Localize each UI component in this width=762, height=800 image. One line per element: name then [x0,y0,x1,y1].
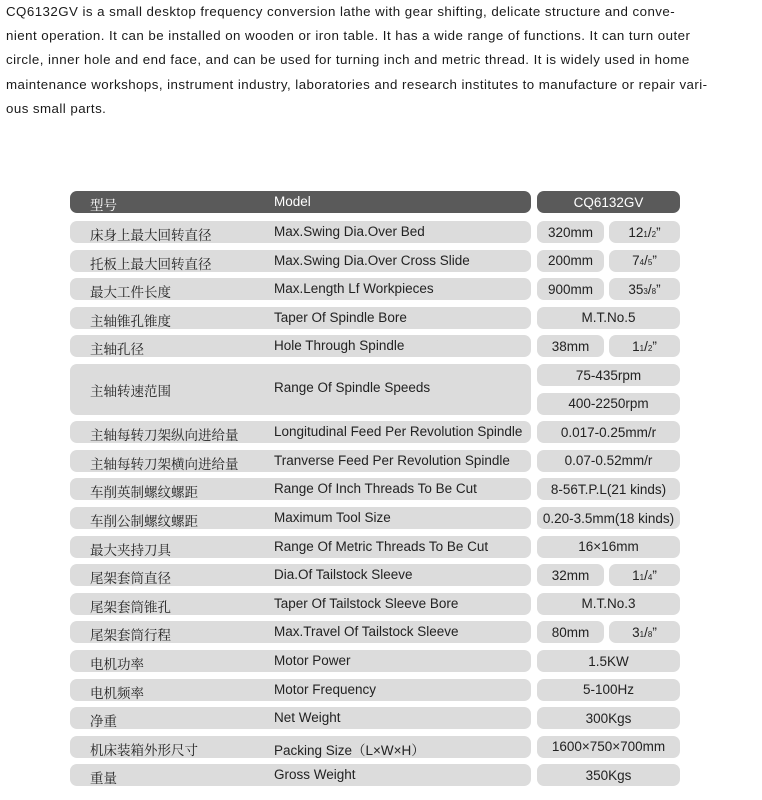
spec-row [0,478,762,500]
spec-row [0,593,762,615]
spec-cn-label: 主轴转速范围 [90,384,171,401]
inch-numerator: 1 [639,629,645,639]
spec-metric-value: 38mm [537,335,604,357]
spec-inch-value [609,335,680,357]
spec-row [0,736,762,758]
spec-row [0,764,762,786]
spec-value: M.T.No.3 [537,593,680,615]
spec-cn-label: 尾架套筒锥孔 [90,599,171,616]
spec-row [0,707,762,729]
inch-mark: ” [652,567,657,583]
spec-cn-label: 车削公制螺纹螺距 [90,514,198,530]
spec-row [0,307,762,329]
spec-value: 0.20-3.5mm(18 kinds) [537,507,680,529]
spec-en-label: Range Of Metric Threads To Be Cut [274,538,489,554]
spec-en-label: Net Weight [274,710,341,726]
header-en-label: Model [274,194,311,209]
inch-denominator: 8 [651,286,657,296]
spec-cn-label: 最大工件长度 [90,285,171,302]
fraction-slash: / [644,253,648,269]
spec-en-label: Taper Of Tailstock Sleeve Bore [274,595,459,611]
inch-numerator: 1 [639,572,645,582]
fraction-slash: / [647,224,652,240]
spec-row [0,278,762,300]
spec-value: 300Kgs [537,707,680,729]
spec-inch-value [609,621,680,643]
intro-line: maintenance workshops, instrument industry, laboratories and research institutes to manufacture or repair vari- [6,76,708,92]
inch-denominator: 4 [647,572,653,582]
inch-numerator: 4 [639,258,645,268]
intro-line: CQ6132GV is a small desktop frequency conversion lathe with gear shifting, delicate structure and conve- [6,4,676,19]
inch-numerator: 3 [643,286,648,296]
spec-cn-label: 主轴每转刀架横向进给量 [90,456,239,473]
inch-whole: 7 [632,253,640,269]
fraction-slash: / [644,567,648,583]
spec-metric-value: 32mm [537,564,604,586]
spec-row [0,507,762,529]
table-header-row [0,191,762,213]
spec-value: 1600×750×700mm [537,736,680,758]
spec-en-label: Range Of Spindle Speeds [274,380,431,396]
spec-cn-label: 主轴每转刀架纵向进给量 [90,428,239,445]
inch-numerator: 1 [639,343,645,353]
inch-fraction [628,282,660,297]
inch-denominator: 2 [647,343,653,353]
inch-mark: ” [656,224,661,240]
spec-cn-label: 重量 [90,771,117,788]
fraction-slash: / [647,281,652,297]
spec-metric-value: 900mm [537,278,604,300]
spec-value-secondary: 400-2250rpm [537,393,680,415]
spec-row [0,679,762,701]
spec-en-label: Max.Swing Dia.Over Cross Slide [274,252,470,268]
spec-en-label: Motor Power [274,653,351,668]
spec-en-label: Longitudinal Feed Per Revolution Spindle [274,424,523,440]
spec-row [0,450,762,472]
spec-value: 350Kgs [537,764,680,786]
inch-fraction [632,568,657,583]
header-cn-label: 型号 [90,198,117,214]
spec-inch-value [609,278,680,300]
intro-line: circle, inner hole and end face, and can be used for turning inch and metric thread. It is widely used in home [6,52,690,68]
inch-mark: ” [652,624,657,640]
spec-en-label: Tranverse Feed Per Revolution Spindle [274,452,510,468]
inch-denominator: 8 [647,629,653,639]
inch-mark: ” [652,338,657,354]
spec-inch-value [609,564,680,586]
spec-value: 8-56T.P.L(21 kinds) [537,478,680,500]
header-model-value: CQ6132GV [537,191,680,213]
spec-value: 1.5KW [537,650,680,672]
spec-en-label: Range Of Inch Threads To Be Cut [274,481,477,497]
inch-mark: ” [652,253,657,269]
spec-en-label: Taper Of Spindle Bore [274,309,407,325]
spec-metric-value: 320mm [537,221,604,243]
inch-mark: ” [656,281,661,297]
spec-cn-label: 车削英制螺纹螺距 [90,485,198,502]
spec-cn-label: 电机频率 [90,685,144,702]
spec-row [0,221,762,243]
spec-row [0,621,762,643]
spec-inch-value [609,250,680,272]
intro-paragraph [6,0,756,121]
spec-cn-label: 电机功率 [90,657,144,673]
spec-en-label: Dia.Of Tailstock Sleeve [274,567,413,583]
spec-row [0,564,762,586]
inch-fraction [632,339,657,354]
inch-denominator: 5 [647,258,653,268]
inch-whole: 1 [632,338,640,354]
spec-cn-label: 托板上最大回转直径 [90,256,212,273]
spec-en-label: Motor Frequency [274,681,377,697]
intro-line: ous small parts. [6,100,107,116]
spec-cn-label: 净重 [90,714,117,731]
spec-row [0,250,762,272]
spec-value: M.T.No.5 [537,307,680,329]
spec-cn-label: 主轴孔径 [90,342,144,359]
spec-cn-label: 机床装箱外形尺寸 [90,742,198,759]
spec-en-label: Gross Weight [274,767,356,783]
spec-en-label: Max.Length Lf Workpieces [274,281,434,297]
fraction-slash: / [644,338,648,354]
inch-numerator: 1 [643,229,648,239]
inch-fraction [632,625,657,640]
spec-row [0,650,762,672]
spec-cn-label: 尾架套筒直径 [90,571,171,588]
inch-fraction [628,225,660,240]
spec-cn-label: 最大夹持刀具 [90,542,171,559]
spec-inch-value [609,221,680,243]
spec-en-label: Maximum Tool Size [274,510,391,525]
spec-row [0,364,762,415]
spec-cn-label: 主轴锥孔锥度 [90,313,171,330]
intro-line: nient operation. It can be installed on wooden or iron table. It has a wide range of functions. It can turn outer [6,28,691,44]
inch-whole: 1 [632,567,640,583]
spec-value: 5-100Hz [537,679,680,701]
inch-denominator: 2 [651,229,657,239]
spec-en-label: Max.Swing Dia.Over Bed [274,224,425,239]
inch-whole: 3 [632,624,640,640]
spec-metric-value: 200mm [537,250,604,272]
inch-whole: 35 [628,281,644,297]
inch-whole: 12 [628,224,644,240]
spec-value: 75-435rpm [537,364,680,386]
spec-row [0,421,762,443]
fraction-slash: / [644,624,648,640]
inch-fraction [632,253,657,268]
spec-value: 0.017-0.25mm/r [537,421,680,443]
spec-metric-value: 80mm [537,621,604,643]
spec-row [0,335,762,357]
spec-en-label: Hole Through Spindle [274,338,405,354]
spec-cn-label: 床身上最大回转直径 [90,228,212,244]
spec-value: 0.07-0.52mm/r [537,450,680,472]
spec-row [0,536,762,558]
spec-en-label: Max.Travel Of Tailstock Sleeve [274,624,459,640]
spec-cn-label: 尾架套筒行程 [90,628,171,645]
spec-en-label: Packing Size（L×W×H） [274,742,425,758]
spec-value: 16×16mm [537,536,680,558]
